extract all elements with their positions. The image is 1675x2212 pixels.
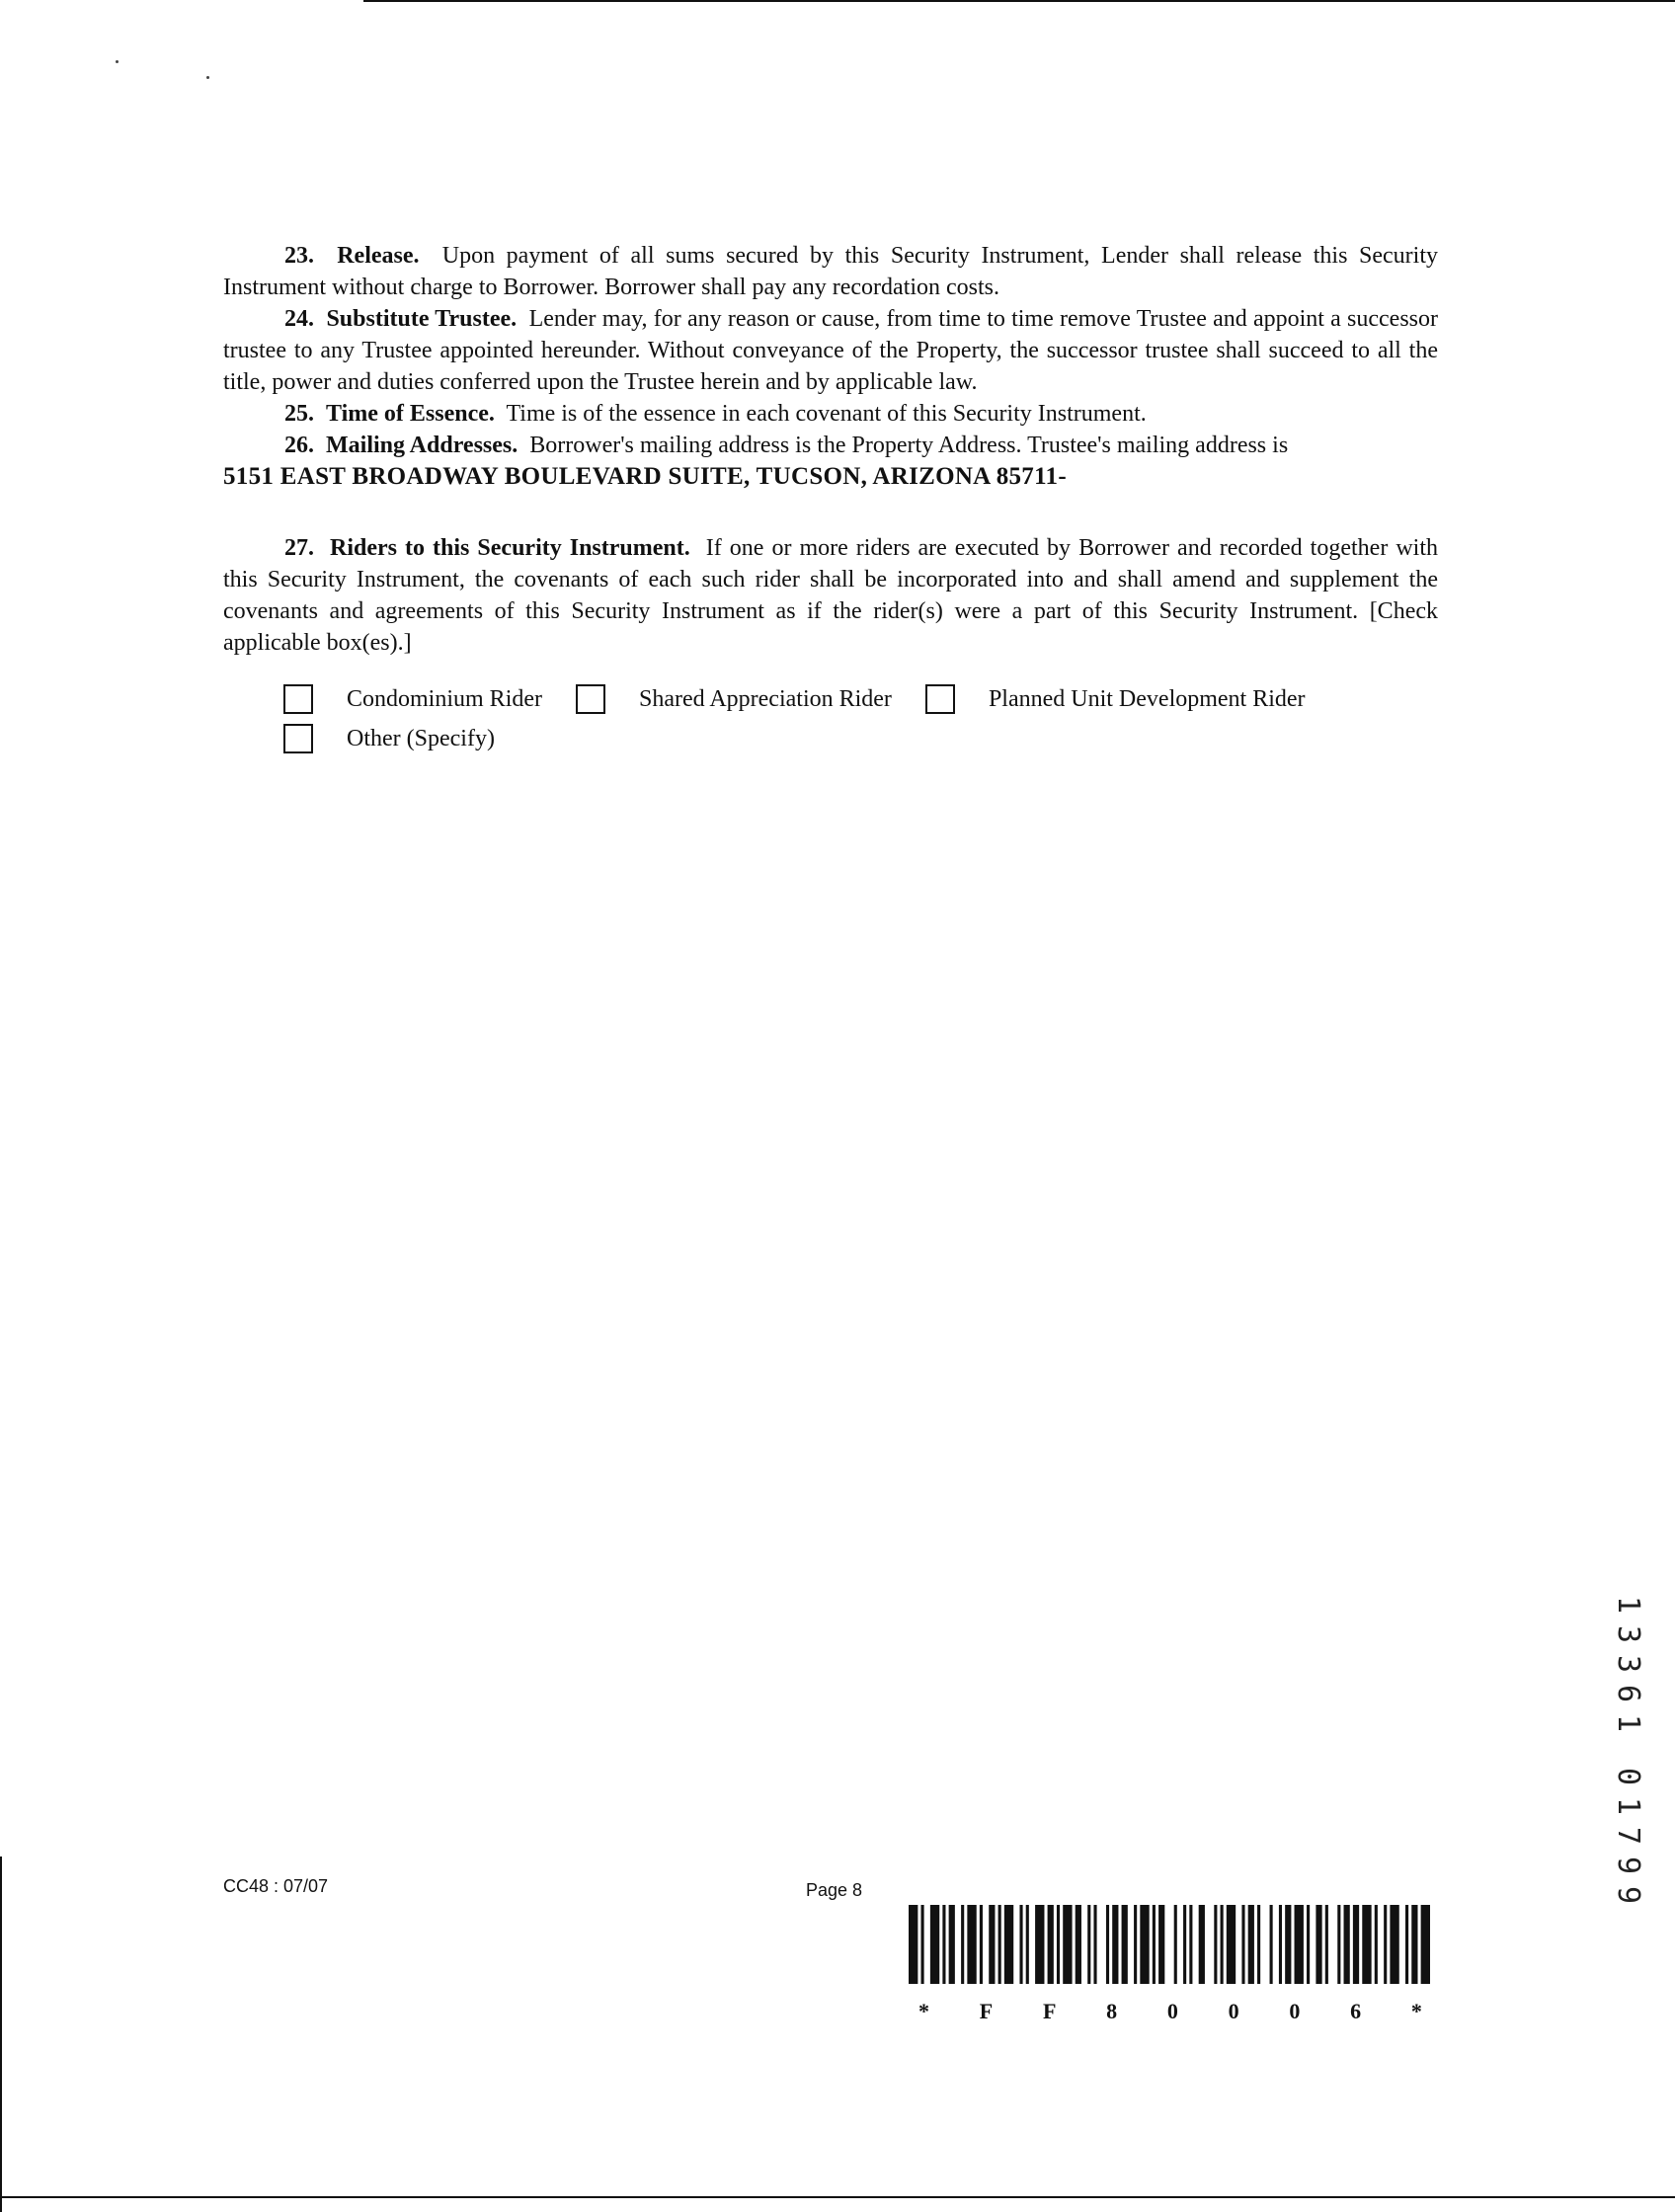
barcode-bar [1248,1905,1254,1984]
barcode-char: 0 [1166,1999,1178,2023]
barcode-char: 8 [1106,1999,1118,2023]
barcode-bar [942,1905,945,1984]
barcode-bar [1241,1905,1244,1984]
covenant-number: 26. [284,433,314,458]
covenant-25 [223,398,1438,430]
scan-speck [116,60,119,63]
barcode-bar [961,1905,964,1984]
covenant-heading: Riders to this Security Instrument. [330,535,690,561]
rider-label: Condominium Rider [347,685,542,712]
rider-label: Other (Specify) [347,725,495,751]
barcode-bar [1140,1905,1149,1984]
barcode-bar [1325,1905,1328,1984]
recording-digit: 0 [1611,1767,1645,1786]
barcode-bar [1057,1905,1060,1984]
covenants-section [223,240,1438,659]
barcode-bar [1421,1905,1430,1984]
barcode-char: F [979,1999,994,2023]
covenant-number: 27. [284,535,314,561]
recording-number [1608,1590,1647,1910]
barcode-char: 0 [1228,1999,1239,2023]
recording-digit: 3 [1611,1624,1645,1644]
barcode-bar [1227,1905,1236,1984]
barcode-char: 0 [1289,1999,1301,2023]
barcode-bar [1221,1905,1224,1984]
barcode-bar [1158,1905,1164,1984]
rider-shared-appreciation [576,684,925,714]
rider-label: Planned Unit Development Rider [988,685,1306,712]
covenant-27 [223,532,1438,659]
covenant-number: 23. [284,243,314,269]
barcode-bar [1134,1905,1137,1984]
barcode-bar [1199,1905,1205,1984]
covenant-heading: Substitute Trustee. [326,306,518,332]
recording-digit: 1 [1611,1796,1645,1816]
barcode-bar [1405,1905,1408,1984]
barcode-bar [949,1905,955,1984]
barcode-bar [1257,1905,1260,1984]
barcode-bar [1112,1905,1118,1984]
recording-digit: 6 [1611,1684,1645,1703]
covenant-heading: Time of Essence. [326,401,495,427]
barcode-bar [1384,1905,1387,1984]
left-border-line [0,1856,2,2212]
barcode-bar [1279,1905,1282,1984]
planned-unit-development-rider-checkbox[interactable] [925,684,955,714]
covenant-number: 24. [284,306,314,332]
barcode-char: * [1410,1999,1422,2023]
other-rider-checkbox[interactable] [283,724,313,753]
barcode-bar [921,1905,924,1984]
barcode-bar [1076,1905,1081,1984]
barcode-bar [1026,1905,1029,1984]
barcode-bar [1019,1905,1022,1984]
barcode-bar [1183,1905,1186,1984]
condominium-rider-checkbox[interactable] [283,684,313,714]
rider-label: Shared Appreciation Rider [639,685,892,712]
recording-digit: 9 [1611,1885,1645,1905]
barcode-bar [998,1905,1001,1984]
barcode-bar [1048,1905,1054,1984]
barcode-bar [1316,1905,1321,1984]
recording-digit: 1 [1611,1595,1645,1615]
shared-appreciation-rider-checkbox[interactable] [576,684,605,714]
barcode-bar [1307,1905,1310,1984]
bottom-border-line [0,2196,1675,2198]
barcode [909,1905,1430,1984]
recording-digit: 7 [1611,1826,1645,1846]
rider-planned-unit-development [925,684,1306,714]
barcode-bar [909,1905,917,1984]
barcode-bar [1189,1905,1192,1984]
riders-row-1 [283,679,1449,719]
barcode-char: 6 [1350,1999,1362,2023]
barcode-char: * [918,1999,929,2023]
barcode-bar [1035,1905,1044,1984]
recording-digit: 3 [1611,1654,1645,1674]
barcode-bar [1390,1905,1398,1984]
covenant-text: If one or more riders are executed by Borrower and recorded together with this Security Instrument, the covenants of each such rider shall be incorporated into and shall amend and supplement the covenants and agreements of this Security Instrument as if the rider(s) were a part of this Security Instrument. [Check applicable box(es).] [223,535,1438,656]
barcode-bar [1411,1905,1417,1984]
barcode-bar [1153,1905,1156,1984]
top-border-line [363,0,1675,2]
scan-speck [206,76,209,79]
barcode-bar [1270,1905,1273,1984]
rider-other [283,724,495,753]
covenant-24 [223,303,1438,398]
rider-condominium [283,684,576,714]
barcode-bar [930,1905,939,1984]
covenant-text: Borrower's mailing address is the Property Address. Trustee's mailing address is [529,433,1289,458]
barcode-bar [1106,1905,1109,1984]
form-code: CC48 : 07/07 [223,1876,329,1896]
recording-digit: 1 [1611,1713,1645,1733]
barcode-bar [1337,1905,1340,1984]
trustee-mailing-address: 5151 EAST BROADWAY BOULEVARD SUITE, TUCSON, ARIZONA 85711- [223,463,1067,490]
riders-checklist [283,679,1449,758]
barcode-bar [1375,1905,1378,1984]
covenant-heading: Mailing Addresses. [326,433,518,458]
barcode-bar [1122,1905,1128,1984]
barcode-bar [1174,1905,1177,1984]
covenant-text: Time is of the essence in each covenant of this Security Instrument. [506,401,1147,427]
covenant-23 [223,240,1438,303]
barcode-bar [1353,1905,1359,1984]
barcode-bar [1063,1905,1072,1984]
covenant-text: Lender may, for any reason or cause, from time to time remove Trustee and appoint a successor trustee to any Trustee appointed hereunder. Without conveyance of the Property, the successor trustee shall succeed to all the title, power and duties conferred upon the Trustee herein and by applicable law. [223,306,1439,395]
barcode-char: F [1042,1999,1057,2023]
barcode-bar [1362,1905,1371,1984]
barcode-bar [980,1905,983,1984]
barcode-bar [1214,1905,1217,1984]
barcode-bar [989,1905,995,1984]
covenant-heading: Release. [337,243,420,269]
barcode-bar [1087,1905,1090,1984]
barcode-bar [967,1905,976,1984]
barcode-text [918,1999,1422,2024]
covenant-text: Upon payment of all sums secured by this Security Instrument, Lender shall release this Security Instrument without charge to Borrower. Borrower shall pay any recordation costs. [223,243,1439,300]
page-number: Page 8 [806,1880,863,1900]
covenant-number: 25. [284,401,314,427]
covenant-26 [223,430,1438,461]
barcode-bar [1344,1905,1350,1984]
recording-digit: 9 [1611,1856,1645,1875]
barcode-bar [1004,1905,1013,1984]
barcode-bar [1093,1905,1096,1984]
barcode-bar [1285,1905,1291,1984]
riders-row-2 [283,719,1449,758]
barcode-bar [1295,1905,1304,1984]
